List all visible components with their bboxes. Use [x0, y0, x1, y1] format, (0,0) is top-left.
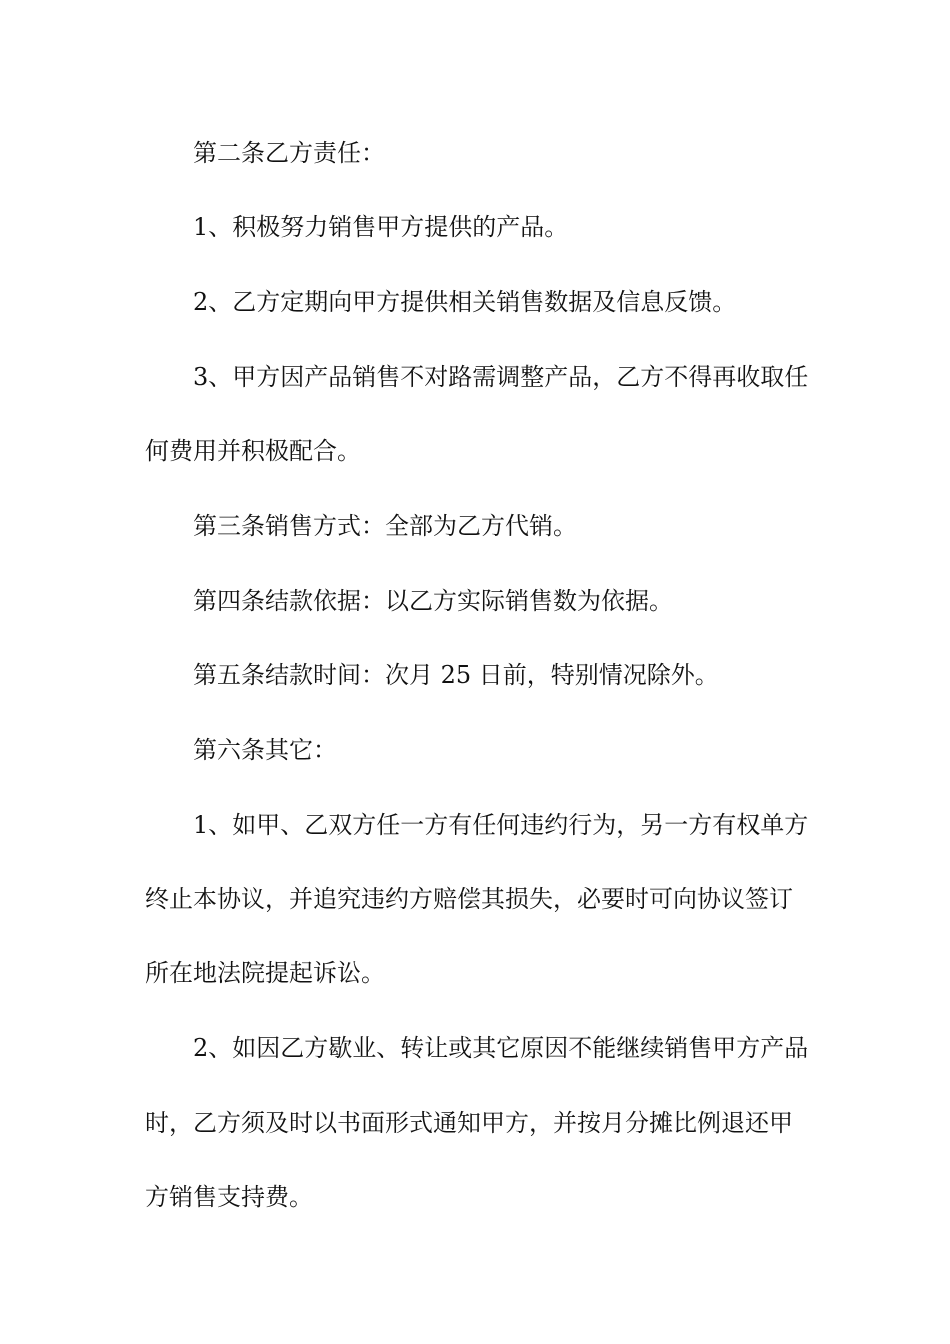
article-6-item-1-line-3: 所在地法院提起诉讼。: [145, 959, 385, 987]
article-6-item-2-line-1: 2、如因乙方歇业、转让或其它原因不能继续销售甲方产品: [193, 1034, 809, 1062]
article-6-item-1-line-2: 终止本协议，并追究违约方赔偿其损失，必要时可向协议签订: [145, 885, 793, 913]
article-2-item-3-line-2: 何费用并积极配合。: [145, 437, 361, 465]
article-6-heading: 第六条其它：: [193, 736, 337, 764]
article-6-item-1-line-1: 1、如甲、乙双方任一方有任何违约行为，另一方有权单方: [193, 811, 809, 839]
article-6-item-2-line-2: 时，乙方须及时以书面形式通知甲方，并按月分摊比例退还甲: [145, 1109, 793, 1137]
article-5: 第五条结款时间：次月 25 日前，特别情况除外。: [193, 661, 719, 689]
article-2-item-1: 1、积极努力销售甲方提供的产品。: [193, 213, 569, 241]
article-3: 第三条销售方式：全部为乙方代销。: [193, 512, 577, 540]
article-2-item-2: 2、乙方定期向甲方提供相关销售数据及信息反馈。: [193, 288, 737, 316]
article-6-item-2-line-3: 方销售支持费。: [145, 1183, 313, 1211]
article-2-item-3-line-1: 3、甲方因产品销售不对路需调整产品，乙方不得再收取任: [193, 363, 809, 391]
article-2-heading: 第二条乙方责任：: [193, 139, 385, 167]
article-4: 第四条结款依据：以乙方实际销售数为依据。: [193, 587, 673, 615]
